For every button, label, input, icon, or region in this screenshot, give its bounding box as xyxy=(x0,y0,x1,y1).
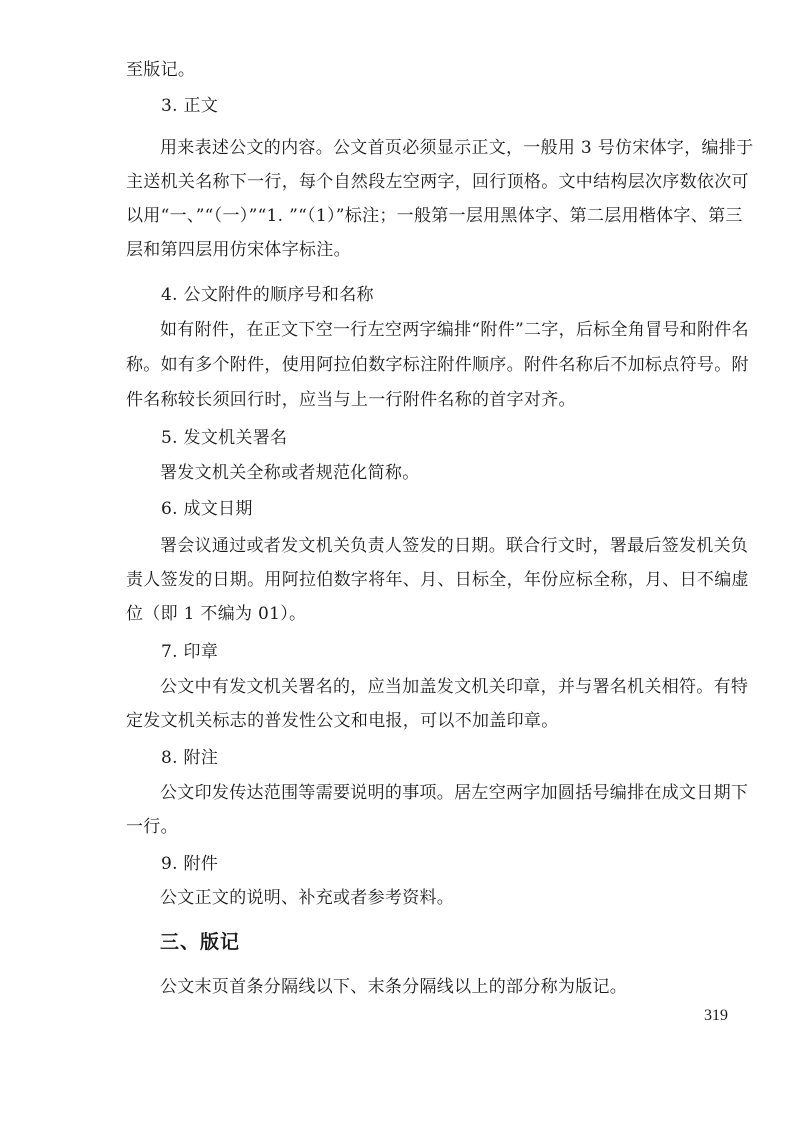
item-heading-attachment-order: 4. 公文附件的顺序号和名称 xyxy=(161,285,374,305)
page-number: 319 xyxy=(704,1007,728,1024)
text-line: 定发文机关标志的普发性公文和电报，可以不加盖印章。 xyxy=(126,711,559,731)
item-heading-note: 8. 附注 xyxy=(161,748,219,768)
text-line: 至版记。 xyxy=(126,60,196,80)
text-line: 用来表述公文的内容。公文首页必须显示正文，一般用 3 号仿宋体字，编排于 xyxy=(160,138,754,158)
text-line: 公文印发传达范围等需要说明的事项。居左空两字加圆括号编排在成文日期下 xyxy=(160,783,749,803)
text-line: 件名称较长须回行时，应当与上一行附件名称的首字对齐。 xyxy=(126,390,576,410)
text-line: 主送机关名称下一行，每个自然段左空两字，回行顶格。文中结构层次序数依次可 xyxy=(126,172,749,192)
text-line: 公文正文的说明、补充或者参考资料。 xyxy=(160,888,455,908)
text-line: 署会议通过或者发文机关负责人签发的日期。联合行文时，署最后签发机关负 xyxy=(160,536,749,556)
item-heading-attachment: 9. 附件 xyxy=(161,854,219,874)
text-line: 一行。 xyxy=(126,817,178,837)
item-heading-body: 3. 正文 xyxy=(161,96,219,116)
text-line: 层和第四层用仿宋体字标注。 xyxy=(126,240,351,260)
text-line: 以用“一、”“（一）”“1. ”“（1）”标注；一般第一层用黑体字、第二层用楷体字、第三 xyxy=(126,206,743,226)
item-heading-signature: 5. 发文机关署名 xyxy=(161,428,288,448)
text-line: 责人签发的日期。用阿拉伯数字将年、月、日标全，年份应标全称，月、日不编虚 xyxy=(126,570,749,590)
text-line: 公文末页首条分隔线以下、末条分隔线以上的部分称为版记。 xyxy=(160,977,628,997)
item-heading-seal: 7. 印章 xyxy=(161,642,219,662)
item-heading-date: 6. 成文日期 xyxy=(161,499,253,519)
text-line: 位（即 1 不编为 01）。 xyxy=(126,604,307,624)
text-line: 公文中有发文机关署名的，应当加盖发文机关印章，并与署名机关相符。有特 xyxy=(160,677,749,697)
text-line: 署发文机关全称或者规范化简称。 xyxy=(160,463,420,483)
text-line: 称。如有多个附件，使用阿拉伯数字标注附件顺序。附件名称后不加标点符号。附 xyxy=(126,355,749,375)
text-line: 如有附件，在正文下空一行左空两字编排“附件”二字，后标全角冒号和附件名 xyxy=(160,320,749,340)
section-heading-banji: 三、版记 xyxy=(160,931,241,953)
